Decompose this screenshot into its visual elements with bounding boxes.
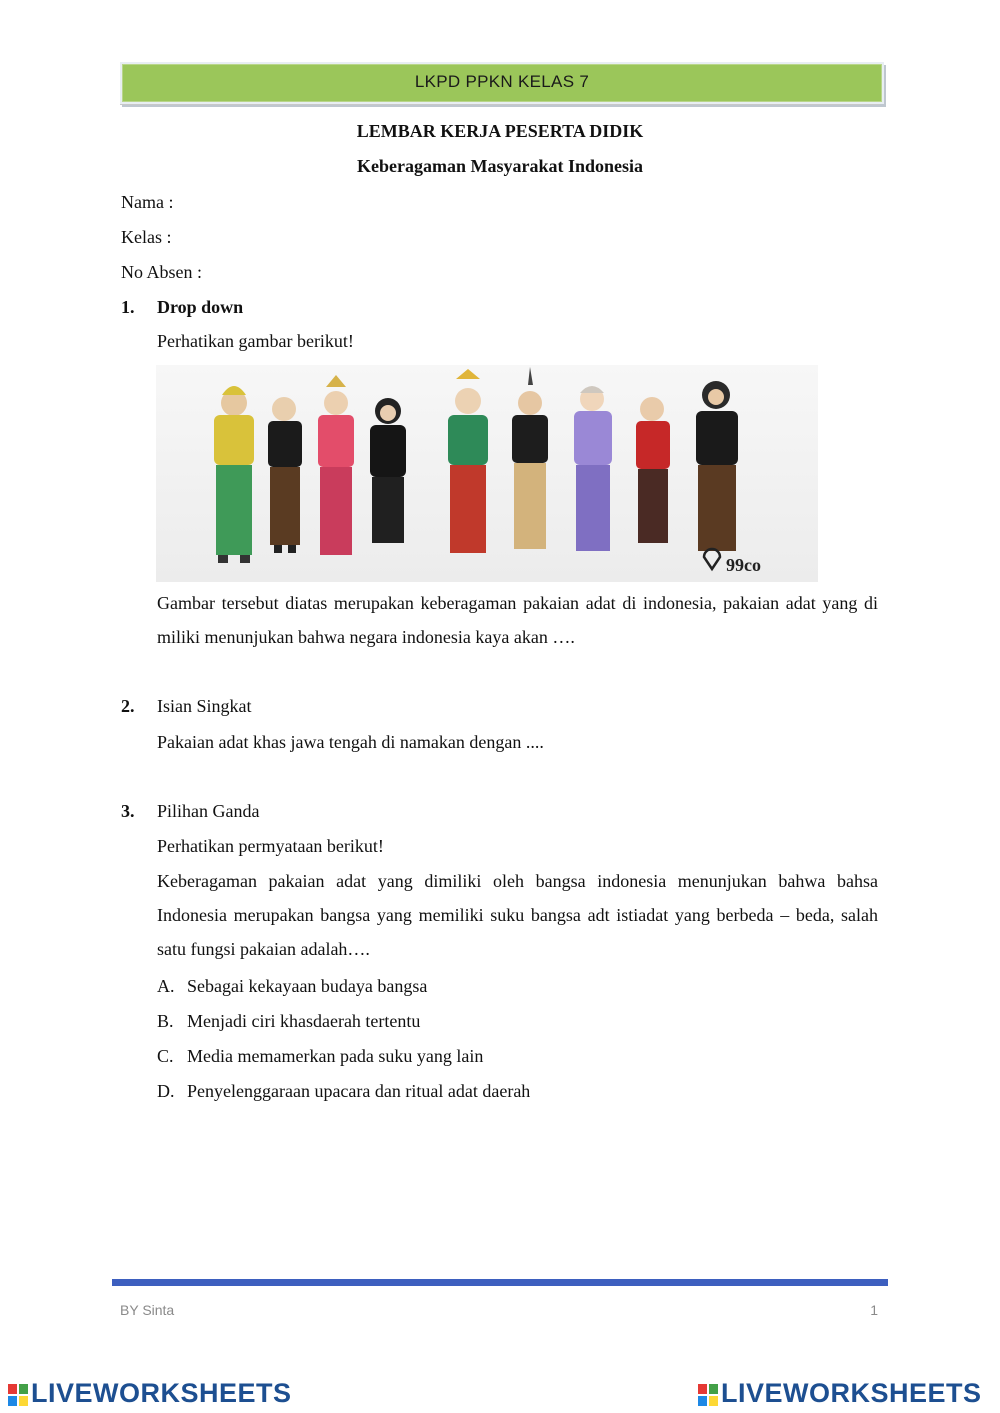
option-c-letter: C. [157, 1046, 174, 1066]
q1-text: Gambar tersebut diatas merupakan keberagaman pakaian adat di indonesia, pakaian adat yang di miliki menunjukan bahwa negara indonesia kaya akan …. [157, 593, 878, 647]
traditional-clothing-photo [156, 365, 818, 582]
figure-8 [636, 397, 670, 543]
option-d-letter: D. [157, 1081, 175, 1101]
page-subtitle: Keberagaman Masyarakat Indonesia [356, 156, 643, 176]
99co-watermark-text: 99co [726, 555, 761, 575]
q2-text: Pakaian adat khas jawa tengah di namakan dengan .... [157, 732, 544, 752]
field-nama: Nama : [121, 192, 174, 212]
liveworksheets-brand-text: LIVEWORKSHEETS [31, 1378, 292, 1408]
footer-page-number: 1 [870, 1302, 878, 1318]
option-b-text: Menjadi ciri khasdaerah tertentu [187, 1011, 421, 1031]
q1-number: 1. [121, 297, 135, 317]
q2-number: 2. [121, 696, 135, 716]
header-banner-text: LKPD PPKN KELAS 7 [414, 72, 590, 91]
q3-type: Pilihan Ganda [157, 801, 260, 821]
figure-4 [370, 398, 406, 543]
liveworksheets-logo-icon [8, 1384, 28, 1406]
q1-instruction: Perhatikan gambar berikut! [157, 331, 354, 351]
liveworksheets-brand-text: LIVEWORKSHEETS [721, 1378, 982, 1408]
liveworksheets-logo-icon [698, 1384, 718, 1406]
people-illustration [156, 365, 818, 582]
figure-2 [268, 397, 302, 553]
option-a-text: Sebagai kekayaan budaya bangsa [187, 976, 428, 996]
footer-author: BY Sinta [120, 1302, 175, 1318]
q3-text: Keberagaman pakaian adat yang dimiliki oleh bangsa indonesia menunjukan bahwa bahsa Indonesia merupakan bangsa yang memiliki suku bangsa adt istiadat yang berbeda – beda, salah satu fungsi pakaian adalah…. [157, 871, 878, 959]
option-c-text: Media memamerkan pada suku yang lain [187, 1046, 484, 1066]
option-d-text: Penyelenggaraan upacara dan ritual adat daerah [187, 1081, 531, 1101]
q2-type: Isian Singkat [157, 696, 252, 716]
99co-logo [704, 549, 720, 569]
q3-instruction: Perhatikan permyataan berikut! [157, 836, 384, 856]
figure-3 [318, 375, 354, 555]
footer-bar [112, 1279, 888, 1286]
figure-9 [696, 381, 738, 551]
field-kelas: Kelas : [121, 227, 172, 247]
q1-type: Drop down [157, 297, 244, 317]
header-banner [120, 62, 884, 104]
field-no-absen: No Absen : [121, 262, 202, 282]
figure-5 [448, 369, 488, 553]
option-a-letter: A. [157, 976, 175, 996]
figure-7 [574, 386, 612, 551]
q3-number: 3. [121, 801, 135, 821]
page-title: LEMBAR KERJA PESERTA DIDIK [356, 121, 644, 141]
banner-divider [120, 104, 880, 105]
liveworksheets-brand-left [8, 1378, 292, 1409]
liveworksheets-brand-right [698, 1378, 982, 1409]
option-b-letter: B. [157, 1011, 174, 1031]
figure-6 [512, 367, 548, 549]
figure-1 [214, 386, 254, 563]
